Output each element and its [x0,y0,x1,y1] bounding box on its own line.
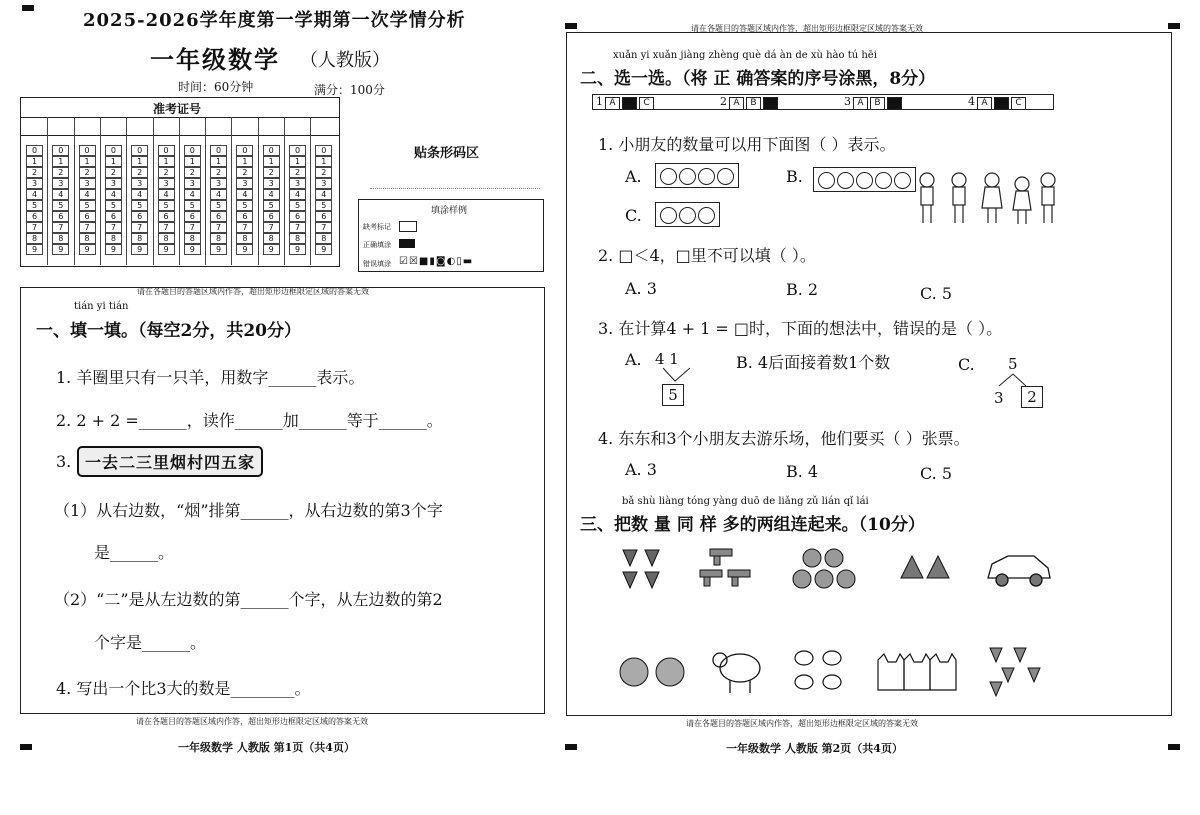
tomatoes-5 [792,546,862,592]
id-digit-bubble[interactable]: 1 [158,156,175,167]
id-digit-bubble[interactable]: 6 [105,211,122,222]
id-digit-bubble[interactable]: 7 [105,222,122,233]
legend-absent: 缺考标记 [363,223,391,231]
correct-fill [399,239,415,248]
id-digit-bubble[interactable]: 9 [263,244,280,255]
watermelon-slices-2 [898,552,954,584]
id-digit-bubble[interactable]: 5 [26,200,43,211]
id-digit-bubble[interactable]: 2 [263,167,280,178]
id-digit-bubble[interactable]: 3 [263,178,280,189]
id-digit-bubble[interactable]: 5 [184,200,201,211]
id-digit-bubble[interactable]: 7 [158,222,175,233]
id-digit-bubble[interactable]: 1 [184,156,201,167]
answer-group-2 [720,95,778,110]
sec1-q3-2a: （2）“二”是从左边数的第______个字，从左边数的第2 [54,590,443,609]
id-digit-bubble[interactable]: 8 [79,233,96,244]
sec2-q2-c: C. 5 [920,284,953,303]
absent-box [399,221,417,232]
sec2-q2-b: B. 2 [786,280,819,299]
id-digit-bubble[interactable]: 7 [131,222,148,233]
id-digit-bubble[interactable]: 3 [184,178,201,189]
sec2-q2: 2. □＜4，□里不可以填（ ）。 [598,246,816,265]
exam-score: 满分：100分 [314,83,385,97]
id-digit-bubble[interactable]: 5 [236,200,253,211]
answer-bubble-B[interactable]: B [870,97,885,110]
sec2-q3: 3. 在计算4 + 1 = □时，下面的想法中，错误的是（ ）。 [598,319,1003,338]
sec2-q3-c-top: 5 [1008,355,1018,373]
id-digit-bubble[interactable]: 9 [289,244,306,255]
answer-bubble-A[interactable]: A [853,97,868,110]
sec1-q3-1b: 是______。 [94,543,175,562]
id-digit-bubble[interactable]: 9 [236,244,253,255]
id-digit-bubble[interactable]: 4 [315,189,332,200]
sec1-q3-2b: 个字是______。 [94,633,207,652]
id-digit-bubble[interactable]: 9 [158,244,175,255]
id-digit-bubble[interactable]: 9 [184,244,201,255]
q3c-box: 2 [1021,386,1043,408]
sec3-pinyin: bǎ shù liàng tóng yàng duō de liǎng zǔ lián qǐ lái [622,496,869,507]
poem-strip: 一去二三里烟村四五家 [77,446,263,477]
sec2-title: 二、选一选。（将 正 确答案的序号涂黑，8分） [580,69,936,89]
id-digit-bubble[interactable]: 6 [184,211,201,222]
id-digit-bubble[interactable]: 4 [184,189,201,200]
sec2-q4-b: B. 4 [786,462,819,481]
id-digit-bubble[interactable]: 9 [105,244,122,255]
id-digit-bubble[interactable]: 1 [236,156,253,167]
id-digit-bubble[interactable]: 3 [210,178,227,189]
corner-mark [1168,744,1180,750]
id-digit-bubble[interactable]: 5 [79,200,96,211]
shuttlecocks-5 [984,644,1056,700]
id-digit-bubble[interactable]: 8 [184,233,201,244]
answer-group-4 [968,95,1026,110]
id-digit-bubble[interactable]: 0 [26,145,43,156]
id-digit-bubble[interactable]: 0 [236,145,253,156]
id-digit-bubble[interactable]: 3 [79,178,96,189]
answer-number: 2 [720,95,727,108]
sec2-q1-a: A. [625,167,642,186]
id-digit-bubble[interactable]: 7 [52,222,69,233]
answer-bubble-A[interactable]: A [729,97,744,110]
id-digit-bubble[interactable]: 6 [263,211,280,222]
car-1 [984,550,1054,590]
id-digit-bubble[interactable]: 5 [263,200,280,211]
edition: （人教版） [300,50,390,71]
sec2-q3-c-left: 3 [994,389,1004,407]
id-digit-bubble[interactable]: 5 [289,200,306,211]
sec1-q2: 2. 2 + 2 =______，读作______加______等于______。 [56,411,443,430]
answer-bubble-B[interactable]: B [746,97,761,110]
id-digit-bubble[interactable]: 7 [210,222,227,233]
sec2-pinyin: xuǎn yi xuǎn jiàng zhèng què dá àn de xù hào tú hēi [613,50,877,61]
sec1-pinyin: tián yi tián [74,301,129,312]
sec2-q1: 1. 小朋友的数量可以用下面图（ ）表示。 [598,135,896,154]
sec2-q1-c: C. [625,206,642,225]
answer-bubble-A[interactable]: A [605,97,620,110]
id-digit-bubble[interactable]: 1 [131,156,148,167]
corner-mark [565,744,577,750]
id-digit-bubble[interactable]: 4 [158,189,175,200]
id-digit-bubble[interactable]: 8 [210,233,227,244]
answer-bubble-C[interactable]: C [887,97,902,110]
id-digit-bubble[interactable]: 9 [52,244,69,255]
chicks-4 [790,644,852,698]
id-digit-bubble[interactable]: 6 [79,211,96,222]
legend-wrong: 错误填涂 [363,260,391,268]
id-digit-bubble[interactable]: 7 [184,222,201,233]
corner-mark [20,744,32,750]
id-digit-bubble[interactable]: 8 [158,233,175,244]
id-digit-bubble[interactable]: 2 [158,167,175,178]
id-digit-bubble[interactable]: 3 [236,178,253,189]
notice-top: 请在各题目的答题区域内作答，超出矩形边框限定区域的答案无效 [137,287,369,296]
notice-top-right: 请在各题目的答题区域内作答，超出矩形边框限定区域的答案无效 [691,24,923,33]
id-digit-bubble[interactable]: 0 [210,145,227,156]
id-digit-bubble[interactable]: 3 [315,178,332,189]
sec1-q4: 4. 写出一个比3大的数是________。 [56,679,311,698]
exam-title: 2025-2026学年度第一学期第一次学情分析 [83,10,466,31]
answer-bubble-B[interactable]: B [994,97,1009,110]
legend-title: 填涂样例 [431,206,468,216]
footer-left: 一年级数学 人教版 第1页（共4页） [178,741,355,754]
sec2-q2-a: A. 3 [625,279,657,298]
cats-3 [874,650,958,696]
id-digit-bubble[interactable]: 7 [289,222,306,233]
corner-mark [22,5,34,11]
id-digit-bubble[interactable]: 9 [210,244,227,255]
id-digit-bubble[interactable]: 6 [52,211,69,222]
id-digit-bubble[interactable]: 1 [26,156,43,167]
answer-group-1 [596,95,654,110]
id-digit-bubble[interactable]: 0 [131,145,148,156]
id-digit-bubble[interactable]: 6 [158,211,175,222]
subject-title: 一年级数学 [150,45,280,74]
id-digit-bubble[interactable]: 2 [289,167,306,178]
four-circles [655,163,739,188]
id-digit-bubble[interactable]: 4 [26,189,43,200]
sec3-title: 三、把数 量 同 样 多的两组连起来。（10分） [580,515,925,535]
id-digit-bubble[interactable]: 6 [131,211,148,222]
id-digit-bubble[interactable]: 0 [289,145,306,156]
id-digit-bubble[interactable]: 6 [210,211,227,222]
id-digit-bubble[interactable]: 0 [79,145,96,156]
id-digit-bubble[interactable]: 3 [131,178,148,189]
answer-bubble-B[interactable]: B [622,97,637,110]
id-digit-bubble[interactable]: 2 [52,167,69,178]
id-digit-bubble[interactable]: 8 [52,233,69,244]
id-digit-bubble[interactable]: 7 [315,222,332,233]
id-digit-bubble[interactable]: 9 [79,244,96,255]
id-digit-bubble[interactable]: 6 [26,211,43,222]
answer-bubble-A[interactable]: A [977,97,992,110]
q3a-box: 5 [662,384,684,406]
id-digit-bubble[interactable]: 8 [26,233,43,244]
id-digit-bubble[interactable]: 1 [210,156,227,167]
balls-2 [618,654,690,690]
corner-mark [1168,23,1180,29]
id-digit-bubble[interactable]: 4 [236,189,253,200]
id-digit-bubble[interactable]: 1 [79,156,96,167]
footer-right: 一年级数学 人教版 第2页（共4页） [726,742,903,755]
id-digit-bubble[interactable]: 3 [289,178,306,189]
sec2-q4-c: C. 5 [920,464,953,483]
id-digit-bubble[interactable]: 1 [52,156,69,167]
id-digit-bubble[interactable]: 9 [315,244,332,255]
id-digit-bubble[interactable]: 3 [26,178,43,189]
id-digit-bubble[interactable]: 4 [210,189,227,200]
id-digit-bubble[interactable]: 4 [105,189,122,200]
sheep-1 [710,646,766,696]
three-circles [655,202,720,227]
id-digit-bubble[interactable]: 1 [263,156,280,167]
five-circles [813,167,916,192]
id-digit-bubble[interactable]: 9 [26,244,43,255]
id-digit-bubble[interactable]: 3 [105,178,122,189]
exam-time: 时间：60分钟 [178,80,254,94]
answer-number: 3 [844,95,851,108]
sec2-q1-b: B. [786,167,803,186]
corner-mark [565,23,577,29]
id-digit-bubble[interactable]: 8 [236,233,253,244]
id-digit-bubble[interactable]: 5 [158,200,175,211]
id-digit-bubble[interactable]: 1 [315,156,332,167]
answer-number: 1 [596,95,603,108]
sec1-q3: 3. [56,452,72,471]
sec2-q3-c: C. [958,355,975,374]
sec1-q1: 1. 羊圈里只有一只羊，用数字______表示。 [56,368,365,387]
answer-group-3 [844,95,902,110]
exam-id-label: 准考证号 [153,102,202,116]
id-digit-bubble[interactable]: 1 [105,156,122,167]
sec1-title: 一、填一填。（每空2分，共20分） [36,321,301,341]
id-digit-bubble[interactable]: 8 [131,233,148,244]
id-digit-bubble[interactable]: 5 [315,200,332,211]
id-digit-bubble[interactable]: 5 [105,200,122,211]
id-digit-bubble[interactable]: 4 [131,189,148,200]
legend-correct: 正确填涂 [363,241,391,249]
id-digit-bubble[interactable]: 2 [26,167,43,178]
id-digit-bubble[interactable]: 0 [105,145,122,156]
id-digit-bubble[interactable]: 3 [52,178,69,189]
id-digit-bubble[interactable]: 0 [263,145,280,156]
id-digit-bubble[interactable]: 5 [131,200,148,211]
barcode-area: 贴条形码区 [414,146,480,161]
id-digit-bubble[interactable]: 4 [263,189,280,200]
answer-bubble-strip [592,94,1054,110]
id-digit-bubble[interactable]: 3 [158,178,175,189]
id-digit-bubble[interactable]: 0 [315,145,332,156]
id-digit-bubble[interactable]: 6 [315,211,332,222]
answer-number: 4 [968,95,975,108]
answer-bubble-C[interactable]: C [763,97,778,110]
id-digit-bubble[interactable]: 7 [79,222,96,233]
id-digit-bubble[interactable]: 0 [52,145,69,156]
id-digit-bubble[interactable]: 2 [105,167,122,178]
fill-legend [358,199,544,272]
id-digit-bubble[interactable]: 9 [131,244,148,255]
id-digit-bubble[interactable]: 0 [158,145,175,156]
id-digit-bubble[interactable]: 8 [105,233,122,244]
id-digit-bubble[interactable]: 6 [236,211,253,222]
sec2-q3-a-top: 4 1 [655,350,679,368]
sec2-q3-b: B. 4后面接着数1个数 [736,353,891,372]
id-digit-bubble[interactable]: 2 [79,167,96,178]
id-digit-bubble[interactable]: 7 [26,222,43,233]
id-digit-bubble[interactable]: 2 [315,167,332,178]
water-guns-3 [696,546,756,592]
id-digit-bubble[interactable]: 5 [52,200,69,211]
id-digit-bubble[interactable]: 0 [184,145,201,156]
id-digit-bubble[interactable]: 7 [236,222,253,233]
id-digit-bubble[interactable]: 8 [289,233,306,244]
sec2-q4: 4. 东东和3个小朋友去游乐场，他们要买（ ）张票。 [598,429,970,448]
answer-bubble-C[interactable]: C [1011,97,1026,110]
id-digit-bubble[interactable]: 1 [289,156,306,167]
notice-bottom: 请在各题目的答题区域内作答，超出矩形边框限定区域的答案无效 [136,717,368,726]
sec2-q3-a: A. [625,350,642,369]
id-digit-bubble[interactable]: 4 [289,189,306,200]
exam-id-grid [20,97,340,267]
strawberries-4 [618,546,664,592]
id-digit-bubble[interactable]: 2 [184,167,201,178]
answer-bubble-C[interactable]: C [639,97,654,110]
id-digit-bubble[interactable]: 2 [210,167,227,178]
barcode-dotted-line [370,188,540,189]
sec1-q3-1a: （1）从右边数，“烟”排第______，从右边数的第3个字 [54,501,443,520]
notice-bottom-right: 请在各题目的答题区域内作答，超出矩形边框限定区域的答案无效 [686,719,918,728]
id-digit-bubble[interactable]: 2 [236,167,253,178]
id-digit-bubble[interactable]: 5 [210,200,227,211]
q3a-lines [660,366,700,384]
id-digit-bubble[interactable]: 2 [131,167,148,178]
children-image [912,168,1062,230]
wrong-fill-samples: ☑☒■▮◙◐▯▬ [399,256,474,267]
id-digit-bubble[interactable]: 4 [79,189,96,200]
id-digit-bubble[interactable]: 6 [289,211,306,222]
sec2-q4-a: A. 3 [625,460,657,479]
id-digit-bubble[interactable]: 4 [52,189,69,200]
id-digit-bubble[interactable]: 8 [315,233,332,244]
id-digit-bubble[interactable]: 7 [263,222,280,233]
id-digit-bubble[interactable]: 8 [263,233,280,244]
